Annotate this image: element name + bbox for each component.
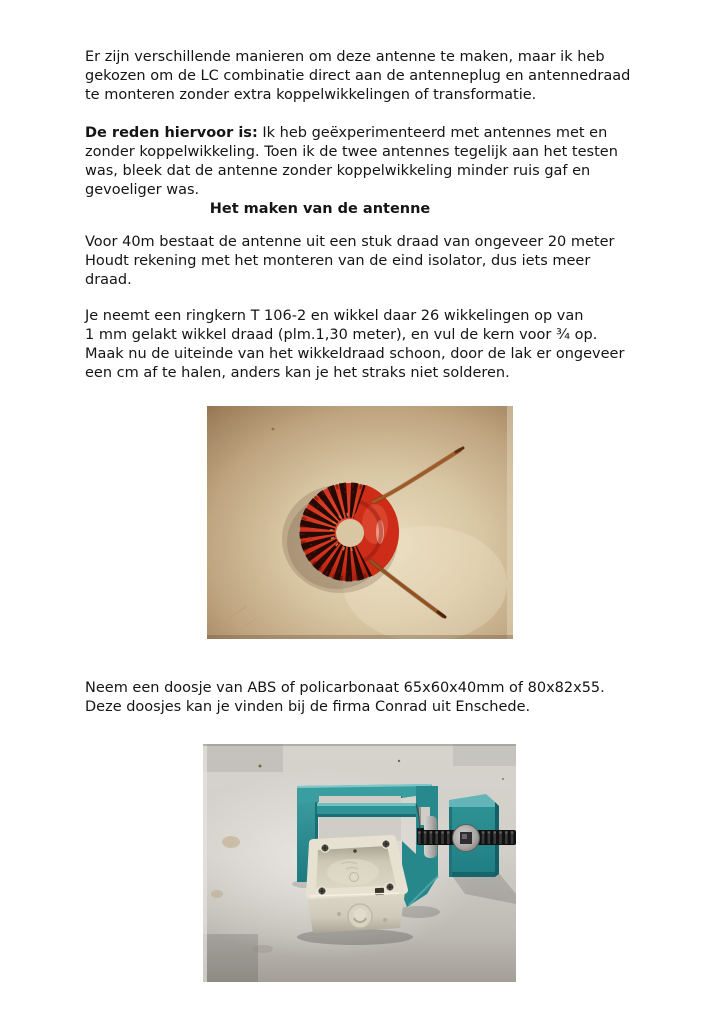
- text-line: 1 mm gelakt wikkel draad (plm.1,30 meter), en vul de kern voor ¾ op.: [85, 327, 598, 343]
- paragraph-box: [85, 679, 724, 717]
- drill-vise-with-box-photo: [203, 744, 516, 982]
- section-heading: Het maken van de antenne: [209, 201, 431, 217]
- bold-lead-text: De reden hiervoor is:: [85, 125, 258, 141]
- text-line: Deze doosjes kan je vinden bij de firma Conrad uit Enschede.: [85, 699, 531, 715]
- text-line: gekozen om de LC combinatie direct aan de antenneplug en antennedraad: [85, 68, 631, 84]
- text-line: te monteren zonder extra koppelwikkelingen of transformatie.: [85, 87, 537, 103]
- text-line: was, bleek dat de antenne zonder koppelwikkeling minder ruis gaf en: [85, 163, 591, 179]
- text-line: een cm af te halen, anders kan je het straks niet solderen.: [85, 365, 510, 381]
- paragraph-antenna-wire: [85, 233, 724, 290]
- text-line: Voor 40m bestaat de antenne uit een stuk draad van ongeveer 20 meter: [85, 234, 615, 250]
- text-line: gevoeliger was.: [85, 182, 200, 198]
- text-line: Maak nu de uiteinde van het wikkeldraad schoon, door de lak er ongeveer: [85, 346, 625, 362]
- toroid-coil-photo: [207, 406, 513, 639]
- text-line: zonder koppelwikkeling. Toen ik de twee antennes tegelijk aan het testen: [85, 144, 618, 160]
- paragraph-reason: [85, 124, 724, 200]
- toroid-coil-illustration: [207, 406, 513, 639]
- text-line: [85, 124, 724, 143]
- paragraph-ringkern: [85, 307, 724, 383]
- text-line: Er zijn verschillende manieren om deze antenne te maken, maar ik heb: [85, 49, 605, 65]
- lead-rest-text: Ik heb geëxperimenteerd met antennes met en: [257, 125, 608, 141]
- paragraph-intro: [85, 48, 724, 105]
- text-line: Neem een doosje van ABS of policarbonaat 65x60x40mm of 80x82x55.: [85, 680, 605, 696]
- text-line: Houdt rekening met het monteren van de eind isolator, dus iets meer: [85, 253, 591, 269]
- vise-box-illustration: [203, 744, 516, 982]
- text-line: Je neemt een ringkern T 106-2 en wikkel daar 26 wikkelingen op van: [85, 308, 584, 324]
- text-line: draad.: [85, 272, 132, 288]
